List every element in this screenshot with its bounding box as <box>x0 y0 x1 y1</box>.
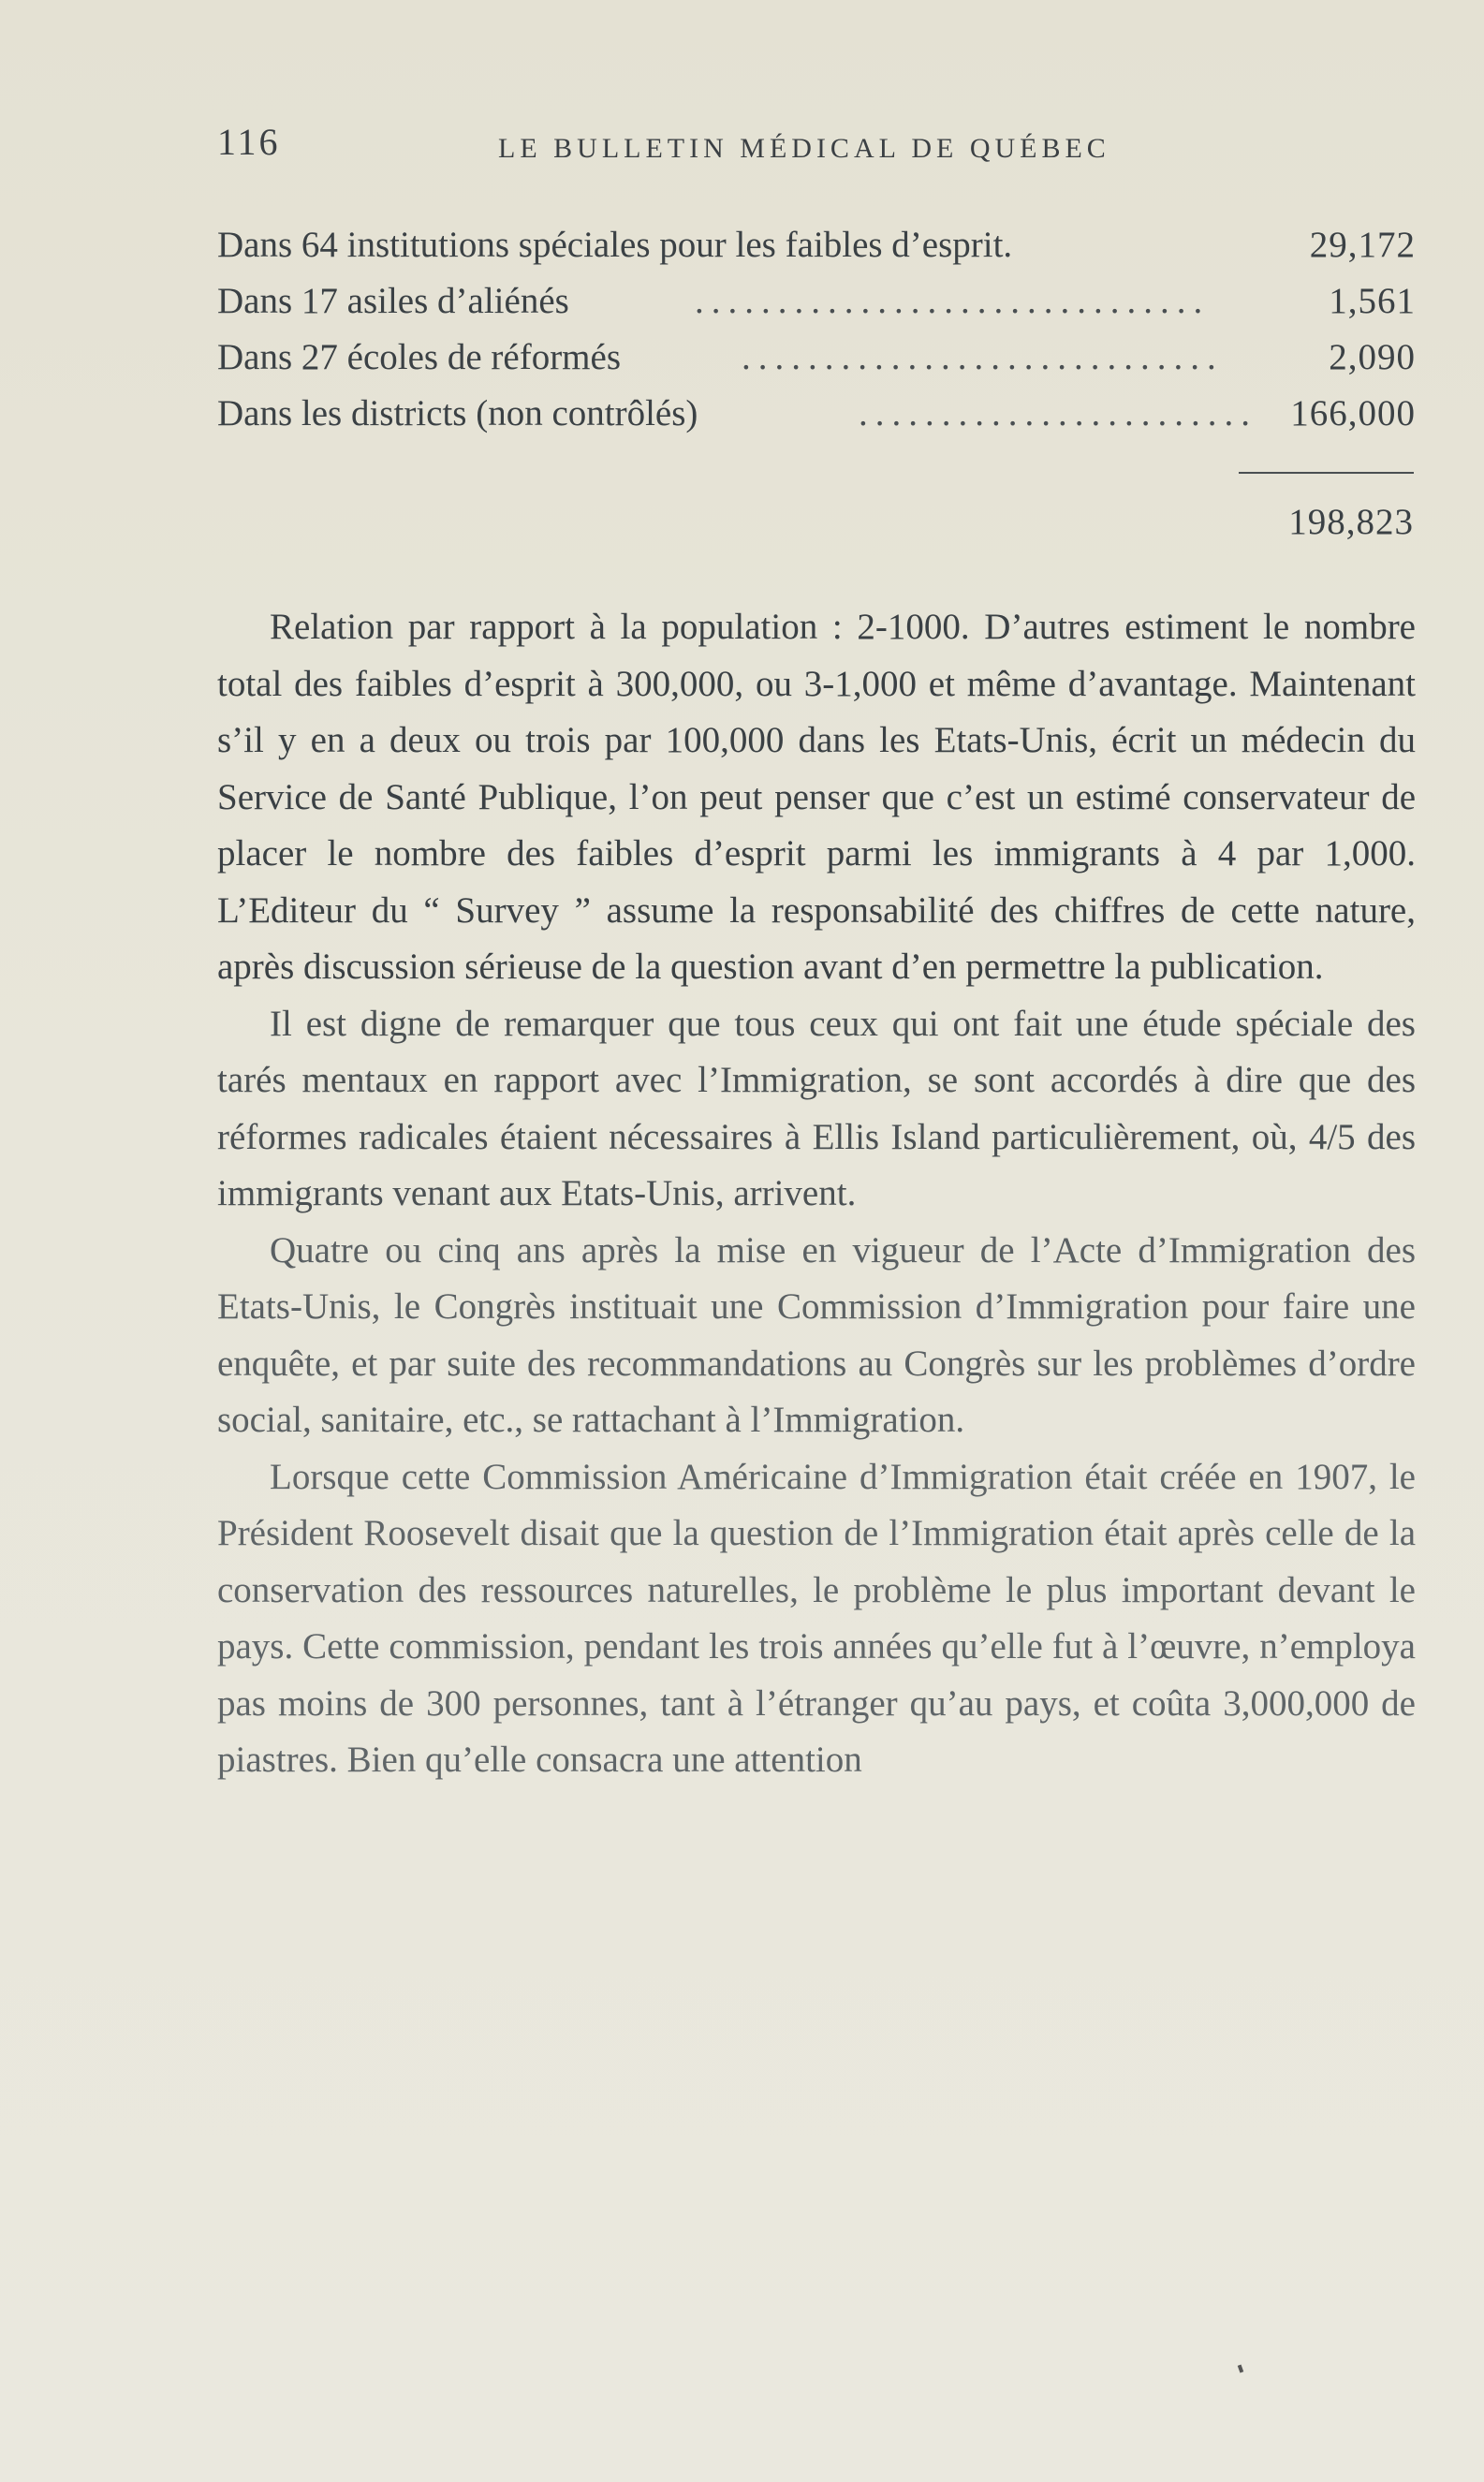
running-title: LE BULLETIN MÉDICAL DE QUÉBEC <box>498 133 1110 164</box>
row-value: 2,090 <box>1329 337 1416 377</box>
paragraph: Lorsque cette Commission Américaine d’Immigration était créée en 1907, le Président Roosevelt disait que la question de l’Immigration était après celle de la conservation des ressources naturelles, le problème le plus important devant le pays. Cette commission, pendant les trois années qu’elle fut à l’œuvre, n’employa pas moins de 300 personnes, tant à l’étranger qu’au pays, et coûta 3,000,000 de piastres. Bien qu’elle consacra une attention <box>217 1456 1416 1780</box>
leader-dots: ........................ <box>859 393 1257 433</box>
paragraph: Relation par rapport à la population : 2-1000. D’autres estiment le nombre total des faibles d’esprit à 300,000, ou 3-1,000 et même d’avantage. Maintenant s’il y en a deux ou trois par 100,000 dans les Etats-Unis, écrit un médecin du Service de Santé Publique, l’on peut penser que c’est un estimé conservateur de placer le nombre des faibles d’esprit parmi les immigrants à 4 par 1,000. L’Editeur du “ Survey ” assume la responsabilité des chiffres de cette nature, après discussion sérieuse de la question avant d’en permettre la publication. <box>217 607 1416 987</box>
body-text <box>217 599 1416 1789</box>
table-row <box>217 330 1416 386</box>
leader-dots: ............................... <box>695 281 1211 321</box>
row-label: Dans 64 institutions spéciales pour les faibles d’esprit. <box>217 225 1013 265</box>
leader-dots: ............................. <box>742 337 1224 377</box>
row-label: Dans les districts (non contrôlés) <box>217 393 698 433</box>
table-row <box>217 217 1416 273</box>
table-total: 198,823 <box>1288 502 1414 542</box>
row-label: Dans 17 asiles d’aliénés <box>217 281 569 321</box>
table-row <box>217 273 1416 330</box>
print-mark <box>1238 2365 1243 2373</box>
row-value: 1,561 <box>1329 281 1416 321</box>
row-label: Dans 27 écoles de réformés <box>217 337 621 377</box>
row-value: 166,000 <box>1290 393 1416 433</box>
paragraph: Il est digne de remarquer que tous ceux qui ont fait une étude spéciale des tarés mentaux en rapport avec l’Immigration, se sont accordés à dire que des réformes radicales étaient nécessaires à Ellis Island particulièrement, où, 4/5 des immigrants venant aux Etats-Unis, arrivent. <box>217 1003 1416 1213</box>
table-row <box>217 386 1416 442</box>
sum-rule <box>1239 472 1414 474</box>
page-number: 116 <box>217 121 281 163</box>
paragraph: Quatre ou cinq ans après la mise en vigueur de l’Acte d’Immigration des Etats-Unis, le Congrès instituait une Commission d’Immigration pour faire une enquête, et par suite des recommandations au Congrès sur les problèmes d’ordre social, sanitaire, etc., se rattachant à l’Immigration. <box>217 1229 1416 1440</box>
page-header <box>217 120 1416 176</box>
statistics-table <box>217 217 1416 442</box>
row-value: 29,172 <box>1309 225 1416 265</box>
